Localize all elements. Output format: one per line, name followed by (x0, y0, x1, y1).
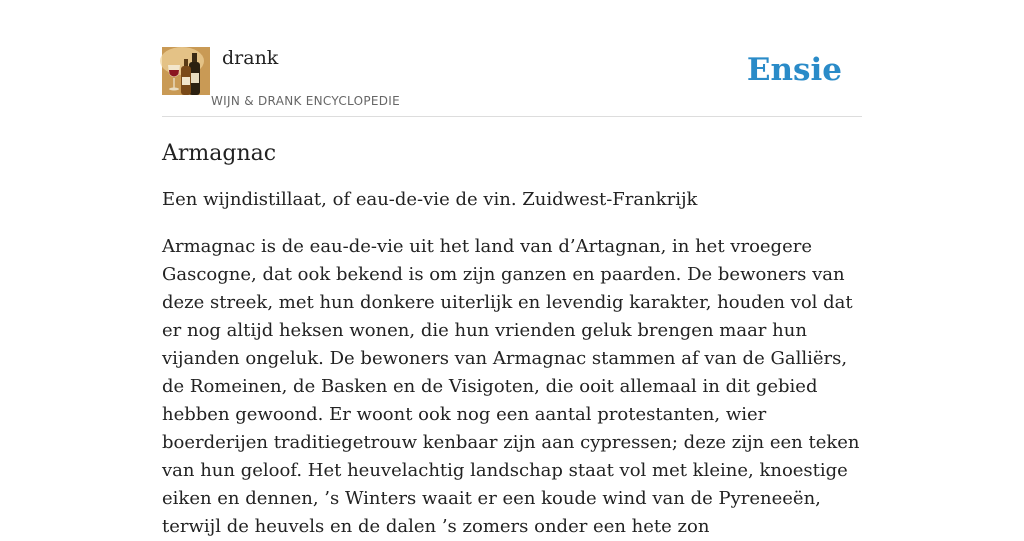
ensie-logo[interactable]: Ensie (746, 52, 842, 88)
wine-bottles-icon[interactable] (162, 47, 210, 95)
article-title: Armagnac (162, 141, 277, 166)
site-name[interactable]: drank (222, 47, 279, 69)
site-subtitle: WIJN & DRANK ENCYCLOPEDIE (211, 94, 401, 108)
site-header (162, 40, 862, 117)
article-body: Armagnac is de eau-de-vie uit het land van d’Artagnan, in het vroegere Gascogne, dat ook bekend is om zijn ganzen en paarden. De bewoners van deze streek, met hun donkere uiterlijk en levendig karakter, houden vol dat er nog altijd heksen wonen, die hun vrienden geluk brengen maar hun vijanden ongeluk. De bewoners van Armagnac stammen af van de Galliërs, de Romeinen, de Basken en de Visigoten, die ooit allemaal in dit gebied hebben gewoond. Er woont ook nog een aantal protestanten, wier boerderijen traditiegetrouw kenbaar zijn aan cypressen; deze zijn een teken van hun geloof. Het heuvelachtig landschap staat vol met kleine, knoestige eiken en dennen, ’s Winters waait er een koude wind van de Pyreneeën, terwijl de heuvels en de dalen ’s zomers onder een hete zon (162, 236, 860, 537)
article (162, 136, 862, 541)
article-lead: Een wijndistillaat, of eau-de-vie de vin. Zuidwest-Frankrijk (162, 189, 698, 210)
